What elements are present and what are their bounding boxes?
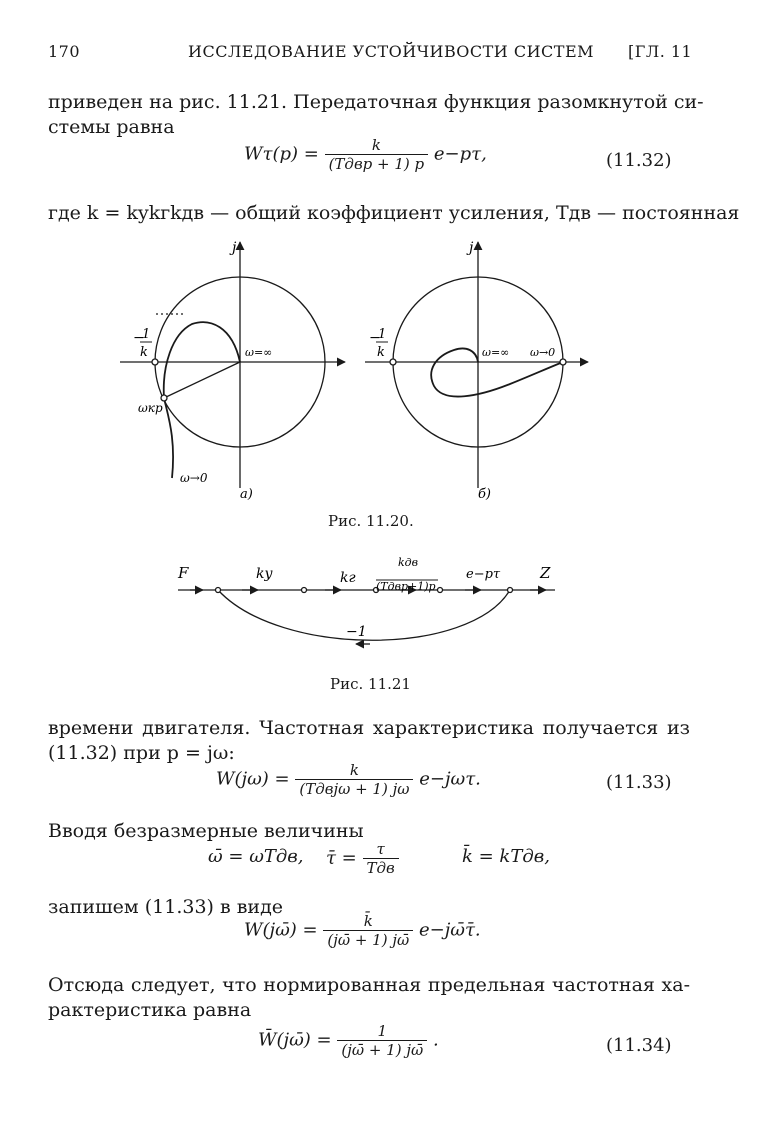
left-k: k [140, 345, 148, 360]
left-minus: − [133, 330, 145, 346]
output-Z: Z [540, 564, 551, 582]
tf-denominator: (Tдвp+1)p [376, 580, 436, 593]
fig-11-21-caption: Рис. 11.21 [330, 675, 411, 693]
right-critical-point [390, 359, 396, 365]
left-omega-inf: ω=∞ [245, 346, 273, 359]
para6-line1: Отсюда следует, что нормированная предельная частотная ха- [48, 974, 690, 996]
equation-11-34 [258, 1022, 439, 1059]
left-omega-cr: ωкр [138, 401, 163, 415]
eq-11-32-lhs: Wτ(p) = [244, 143, 319, 165]
eq-norm-fraction [323, 912, 413, 949]
eq-11-34-num: 1 [377, 1022, 388, 1040]
right-omega-zero: ω→0 [530, 346, 556, 359]
eq-11-34-number: (11.34) [606, 1035, 672, 1056]
left-radius-line [164, 362, 240, 398]
eq-dimless-b-num: τ [376, 840, 385, 858]
eq-11-33-fraction [295, 761, 413, 798]
para6-line2: рактеристика равна [48, 999, 252, 1021]
eq-11-32-fraction [325, 136, 429, 173]
figure-11-21 [170, 552, 570, 657]
eq-norm-tail: e−jω̄τ̄. [418, 919, 481, 941]
right-minus: − [369, 330, 381, 346]
eq-11-33-num: k [349, 761, 359, 779]
input-F: F [178, 564, 189, 582]
eq-11-32-num: k [371, 136, 381, 154]
right-omega-inf: ω=∞ [482, 346, 510, 359]
running-title: ИССЛЕДОВАНИЕ УСТОЙЧИВОСТИ СИСТЕМ [188, 42, 595, 61]
eq-11-34-fraction [337, 1022, 427, 1059]
left-omega-zero: ω→0 [180, 471, 208, 485]
fig-11-20-right [365, 242, 588, 488]
eq-11-32-den: (Tдвp + 1) p [325, 154, 429, 173]
eq-11-33-tail: e−jωτ. [419, 768, 481, 790]
left-critical-point [152, 359, 158, 365]
delay-term: e−pτ [466, 567, 501, 582]
eq-dimless-c: k̄ = kTдв, [462, 846, 550, 867]
eq-dimless-b-fraction [363, 840, 399, 877]
para2: где k = kykгkдв — общий коэффициент усиления, Tдв — постоянная [48, 202, 740, 224]
gain-ky: ky [256, 566, 273, 582]
figure-11-20 [120, 238, 600, 508]
feedback-gain: −1 [346, 624, 367, 640]
eq-11-34-lhs: W̄(jω̄) = [258, 1029, 332, 1051]
equation-11-32 [244, 136, 487, 173]
para4: Вводя безразмерные величины [48, 820, 364, 842]
para5: запишем (11.33) в виде [48, 896, 284, 918]
eq-dimless-a: ω̄ = ωTдв, [208, 846, 304, 867]
left-sub-label: а) [240, 487, 253, 502]
eq-11-32-number: (11.32) [606, 150, 672, 171]
equation-normalized [244, 912, 481, 949]
eq-dimless-b [326, 840, 399, 877]
para1-line2: стемы равна [48, 116, 175, 138]
left-nyquist-curve [164, 322, 240, 478]
right-one: 1 [378, 327, 387, 342]
right-axis-j: j [469, 240, 474, 256]
eq-11-33-den: (Tдвjω + 1) jω [295, 779, 413, 798]
eq-11-32-tail: e−pτ, [433, 143, 487, 165]
right-sub-label: б) [478, 487, 492, 502]
eq-11-34-tail: . [432, 1029, 439, 1051]
right-k: k [377, 345, 385, 360]
eq-11-33-lhs: W(jω) = [216, 768, 290, 790]
gain-kdv: kдв [398, 556, 419, 569]
equation-11-33 [216, 761, 481, 798]
fig-11-20-caption: Рис. 11.20. [328, 512, 414, 530]
right-end-point [560, 359, 566, 365]
left-axis-j: j [232, 240, 237, 256]
left-one: 1 [142, 327, 151, 342]
eq-dimless-b-den: Tдв [363, 858, 399, 877]
page-number: 170 [48, 42, 81, 61]
para3-line2: (11.32) при p = jω: [48, 742, 235, 764]
para1-line1: приведен на рис. 11.21. Передаточная функция разомкнутой си- [48, 91, 704, 113]
gain-kg: kг [340, 570, 356, 586]
eq-norm-num: k̄ [363, 912, 373, 930]
para3-line1: времени двигателя. Частотная характеристика получается из [48, 717, 690, 739]
eq-norm-den: (jω̄ + 1) jω̄ [323, 930, 413, 949]
eq-dimless-b-lhs: τ̄ = [326, 847, 357, 869]
chapter-label: [ГЛ. 11 [628, 42, 693, 61]
fig-11-20-left [120, 242, 345, 488]
eq-11-33-number: (11.33) [606, 772, 672, 793]
eq-norm-lhs: W(jω̄) = [244, 919, 318, 941]
eq-11-34-den: (jω̄ + 1) jω̄ [337, 1040, 427, 1059]
